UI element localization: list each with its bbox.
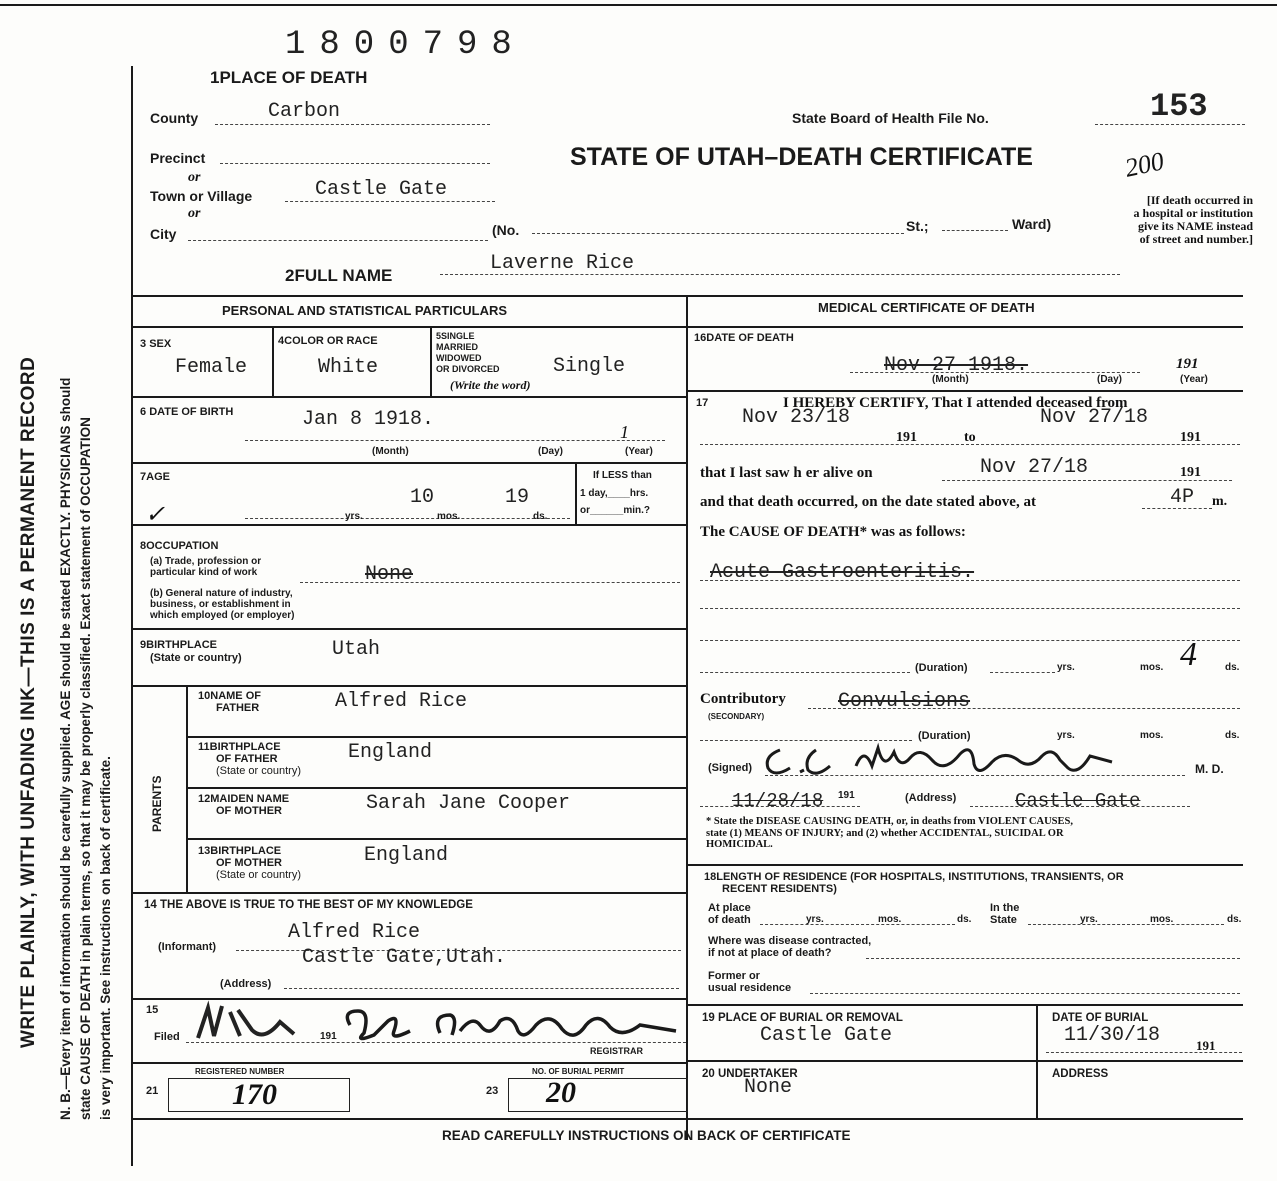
side-permanent-record: WRITE PLAINLY, WITH UNFADING INK—THIS IS A PERMANENT RECORD [18,356,39,1048]
burial-permit-num: 23 [486,1085,499,1097]
death-time-m: m. [1212,494,1228,509]
age-ds-label: ds. [533,511,548,522]
date-of-death-label: 16DATE OF DEATH [694,332,794,344]
attended-to-label: to [964,430,976,445]
undertaker-label: 20 UNDERTAKER [702,1068,798,1080]
birthplace-sub: (State or country) [150,652,242,664]
hospital-note: [If death occurred in a hospital or institution give its NAME instead of street and number.] [1133,193,1253,246]
father-name-value: Alfred Rice [335,690,468,713]
attended-to-date: Nov 27/18 [1040,406,1149,429]
attended-text: I HEREBY CERTIFY, That I attended deceased from [783,395,1128,411]
burial-date-label: DATE OF BURIAL [1052,1012,1149,1024]
residence-state-yrs: yrs. [1080,914,1098,925]
left-frame [131,66,133,1166]
age-yrs-label: yrs. [345,511,363,522]
sex-value: Female [175,356,248,379]
filed-year: 191 [320,1031,337,1042]
county-value: Carbon [268,100,341,123]
place-of-death-heading: 1PLACE OF DEATH [210,68,368,87]
certificate-title: STATE OF UTAH–DEATH CERTIFICATE [570,143,1033,171]
certificate-number: 1800798 [285,26,526,64]
father-birthplace-value: England [348,741,433,764]
contributory-duration-label: (Duration) [918,730,971,742]
marital-label: 5SINGLE MARRIED WIDOWED OR DIVORCED [436,331,500,374]
residence-place-yrs: yrs. [806,914,824,925]
registrar-label: REGISTRAR [590,1046,644,1056]
or-label-2: or [188,206,201,221]
cause-duration-label: (Duration) [915,662,968,674]
burial-place-value: Castle Gate [760,1024,893,1047]
side-note-line3: is very important. See instructions on back of certificate. [98,756,113,1120]
dob-label: 6 DATE OF BIRTH [140,406,234,418]
sex-label: 3 SEX [140,338,172,350]
residence-label: 18LENGTH OF RESIDENCE (FOR HOSPITALS, INSTITUTIONS, TRANSIENTS, OR RECENT RESIDENTS) [704,871,1124,895]
full-name-value: Laverne Rice [490,252,635,275]
ward-label: Ward) [1012,216,1052,232]
residence-place-mos: mos. [878,914,902,925]
informant-heading: 14 THE ABOVE IS TRUE TO THE BEST OF MY KNOWLEDGE [144,899,473,911]
contributory-value: Convulsions [838,690,971,713]
burial-date-value: 11/30/18 [1064,1024,1161,1047]
undertaker-address-label: ADDRESS [1052,1068,1109,1080]
informant-name: Alfred Rice [288,921,421,944]
registered-number-num: 21 [146,1085,159,1097]
state-board-handwritten: 200 [1122,146,1167,183]
alive-on-date: Nov 27/18 [980,456,1089,479]
side-note-line1: N. B.—Every item of information should be carefully supplied. AGE should be stated EXACTLY. PHYSICIANS should [58,377,73,1120]
footer-instructions: READ CAREFULLY INSTRUCTIONS ON BACK OF CERTIFICATE [442,1128,851,1143]
marital-value: Single [553,355,626,378]
precinct-label: Precinct [150,150,206,166]
age-check-mark: ✓ [145,502,166,528]
filed-num: 15 [146,1004,159,1016]
birthplace-label: 9BIRTHPLACE [140,639,218,651]
marital-write-word: (Write the word) [450,378,531,392]
filed-date-scrawl [190,1000,300,1046]
occupation-label: 8OCCUPATION [140,540,219,552]
street-label: St.; [906,218,929,234]
age-less-than: If LESS than [593,470,652,481]
last-saw-text: that I last saw h er alive on [700,465,873,481]
age-months: 10 [410,486,435,509]
signed-year-prefix: 191 [838,790,855,801]
signed-address-label: (Address) [905,792,957,804]
dob-month-label: (Month) [372,446,409,457]
town-value: Castle Gate [315,178,448,201]
mother-birthplace-value: England [364,844,449,867]
informant-address-label: (Address) [220,978,272,990]
residence-former: Former or usual residence [708,970,792,994]
dob-year-label: (Year) [625,446,653,457]
informant-label: (Informant) [158,941,217,953]
cause-ds: ds. [1225,662,1240,673]
attended-from: Nov 23/18 [742,406,851,429]
residence-contracted: Where was disease contracted, if not at place of death? [708,935,872,959]
attended-num: 17 [696,397,709,409]
registered-number-value: 170 [232,1078,277,1111]
top-border [0,4,1277,6]
race-value: White [318,356,379,379]
residence-state-mos: mos. [1150,914,1174,925]
filed-label: Filed [154,1031,180,1043]
dob-value: Jan 8 1918. [302,408,435,431]
cause-value: Acute Gastroenteritis. [710,561,975,584]
age-days: 19 [505,486,530,509]
burial-year-prefix: 191 [1196,1038,1216,1053]
undertaker-value: None [744,1076,793,1099]
cause-yrs: yrs. [1057,662,1075,673]
occupation-sub-a: (a) Trade, profession or particular kind of work [150,556,262,578]
town-label: Town or Village [150,188,253,204]
mother-name-value: Sarah Jane Cooper [366,792,571,815]
state-board-label: State Board of Health File No. [792,110,989,126]
residence-at-place: At place of death [708,902,751,926]
residence-state-ds: ds. [1227,914,1242,925]
signed-address: Castle Gate [1015,790,1141,812]
attended-year1: 191 [896,430,917,445]
cause-label: The CAUSE OF DEATH* was as follows: [700,524,966,540]
occupation-sub-b: (b) General nature of industry, business, or establishment in which employed (or employer) [150,588,295,621]
or-label-1: or [188,170,201,185]
burial-permit-value: 20 [546,1076,576,1109]
age-label: 7AGE [140,471,170,483]
race-label: 4COLOR OR RACE [278,335,378,347]
parents-label: PARENTS [150,775,164,832]
mother-name-label: 12MAIDEN NAME OF MOTHER [198,793,290,817]
age-day-hrs: 1 day,____hrs. [580,488,649,499]
contributory-label: Contributory [700,691,786,707]
occupation-value: None [365,563,414,586]
contributory-sub: (SECONDARY) [708,712,765,721]
death-time: 4P [1170,486,1195,509]
informant-address-value: Castle Gate,Utah. [302,946,507,969]
age-mos-label: mos. [437,511,461,522]
signed-label: (Signed) [708,762,752,774]
personal-section-header: PERSONAL AND STATISTICAL PARTICULARS [222,303,508,318]
contributory-ds: ds. [1225,730,1240,741]
residence-in-state: In the State [990,902,1020,926]
father-name-label: 10NAME OF FATHER [198,690,261,714]
contributory-yrs: yrs. [1057,730,1075,741]
date-of-death-year: (Year) [1180,374,1208,385]
date-of-death-year-prefix: 191 [1176,356,1199,372]
signed-md: M. D. [1195,762,1224,776]
contributory-mos: mos. [1140,730,1164,741]
father-birthplace-label: 11BIRTHPLACE OF FATHER (State or country) [198,741,301,777]
signed-date: 11/28/18 [732,790,824,812]
registrar-signature [340,1005,690,1047]
registered-number-label: REGISTERED NUMBER [195,1067,285,1076]
cause-duration-days: 4 [1180,636,1197,673]
death-occurred-text: and that death occurred, on the date stated above, at [700,494,1036,510]
alive-year: 191 [1180,465,1201,480]
full-name-label: 2FULL NAME [285,266,393,285]
attended-year2: 191 [1180,430,1201,445]
mother-birthplace-label: 13BIRTHPLACE OF MOTHER (State or country) [198,845,301,881]
date-of-death-value: Nov 27 1918. [884,354,1029,377]
city-label: City [150,226,177,242]
age-or-min: or______min.? [580,505,651,516]
street-no-label: (No. [492,222,520,238]
dob-year-one: 1 [620,422,629,442]
birthplace-value: Utah [332,638,381,661]
burial-permit-box [508,1078,688,1112]
cause-mos: mos. [1140,662,1164,673]
medical-section-header: MEDICAL CERTIFICATE OF DEATH [818,300,1035,315]
state-board-file-number: 153 [1150,88,1208,125]
county-label: County [150,110,199,126]
burial-permit-label: NO. OF BURIAL PERMIT [532,1067,625,1076]
dob-day-label: (Day) [538,446,564,457]
date-of-death-day: (Day) [1097,374,1123,385]
burial-place-label: 19 PLACE OF BURIAL OR REMOVAL [702,1012,903,1024]
side-note-line2: state CAUSE OF DEATH in plain terms, so that it may be properly classified. Exact statement of OCCUPATION [78,417,93,1120]
footnote: * State the DISEASE CAUSING DEATH, or, in deaths from VIOLENT CAUSES, state (1) MEANS OF INJURY; and (2) whether ACCIDENTAL, SUICIDAL OR HOMICIDAL. [706,816,1073,850]
residence-place-ds: ds. [957,914,972,925]
date-of-death-month: (Month) [932,374,969,385]
